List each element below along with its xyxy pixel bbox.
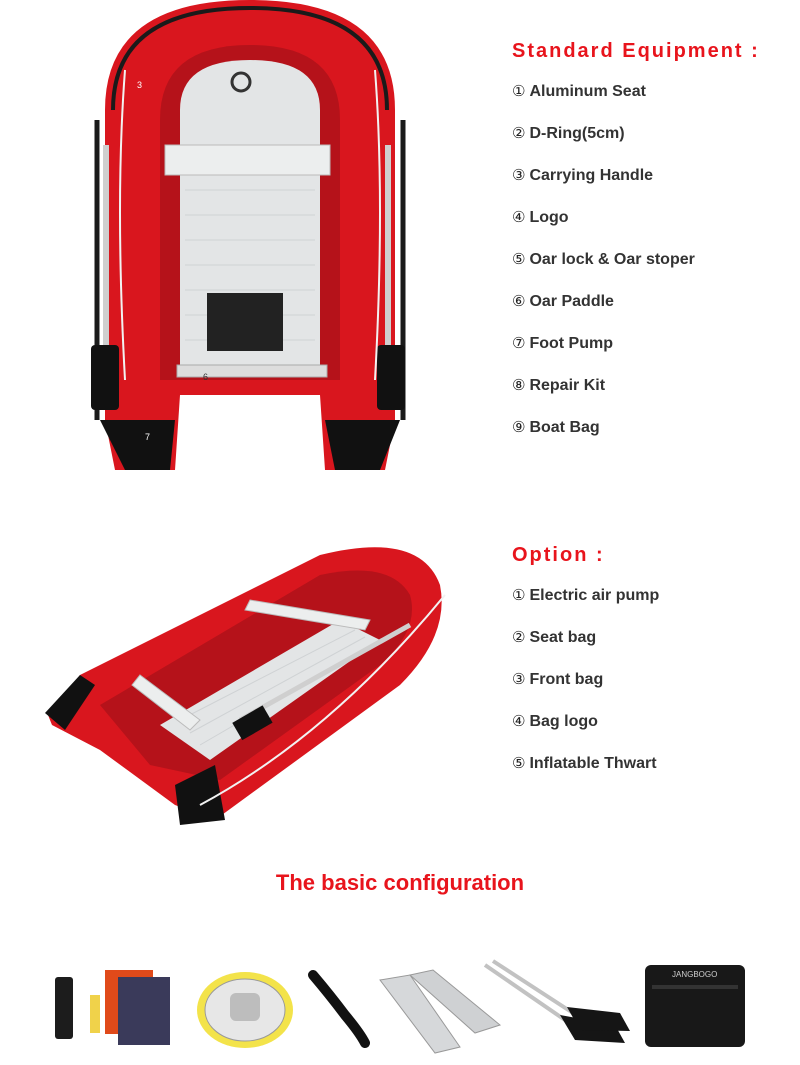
- basic-configuration-title: The basic configuration: [275, 870, 525, 895]
- boat-side-view-image: [40, 535, 460, 835]
- list-item: ⑦ Foot Pump: [512, 334, 613, 352]
- boat-top-view-image: [85, 0, 415, 480]
- list-item: ⑤ Inflatable Thwart: [512, 754, 657, 772]
- oar-paddle-image: [475, 955, 635, 1055]
- accessories-row: [40, 955, 760, 1055]
- list-item: ⑧ Repair Kit: [512, 376, 606, 394]
- list-item: ③ Carrying Handle: [512, 166, 654, 184]
- list-item: ② D-Ring(5cm): [512, 124, 625, 142]
- foot-pump-image: [190, 955, 300, 1055]
- list-item: ① Aluminum Seat: [512, 82, 646, 100]
- list-item: ④ Logo: [512, 208, 569, 226]
- bag-logo-text: JANGBOGO: [672, 970, 718, 979]
- standard-equipment-list: [512, 80, 695, 458]
- callout-3: 3: [137, 80, 143, 90]
- standard-equipment-heading: Standard Equipment :: [512, 40, 760, 62]
- callout-6: 6: [203, 372, 209, 382]
- repair-kit-image: [50, 955, 180, 1055]
- list-item: ③ Front bag: [512, 670, 604, 688]
- list-item: ⑨ Boat Bag: [512, 418, 600, 436]
- callout-7: 7: [145, 432, 151, 442]
- list-item: ① Electric air pump: [512, 586, 660, 604]
- list-item: ⑤ Oar lock & Oar stoper: [512, 250, 695, 268]
- option-list: [512, 584, 659, 794]
- carrying-handle-image: [305, 955, 375, 1055]
- list-item: ⑥ Oar Paddle: [512, 292, 614, 310]
- boat-bag-image: [640, 955, 750, 1055]
- list-item: ④ Bag logo: [512, 712, 598, 730]
- option-heading: Option :: [512, 544, 605, 566]
- list-item: ② Seat bag: [512, 628, 597, 646]
